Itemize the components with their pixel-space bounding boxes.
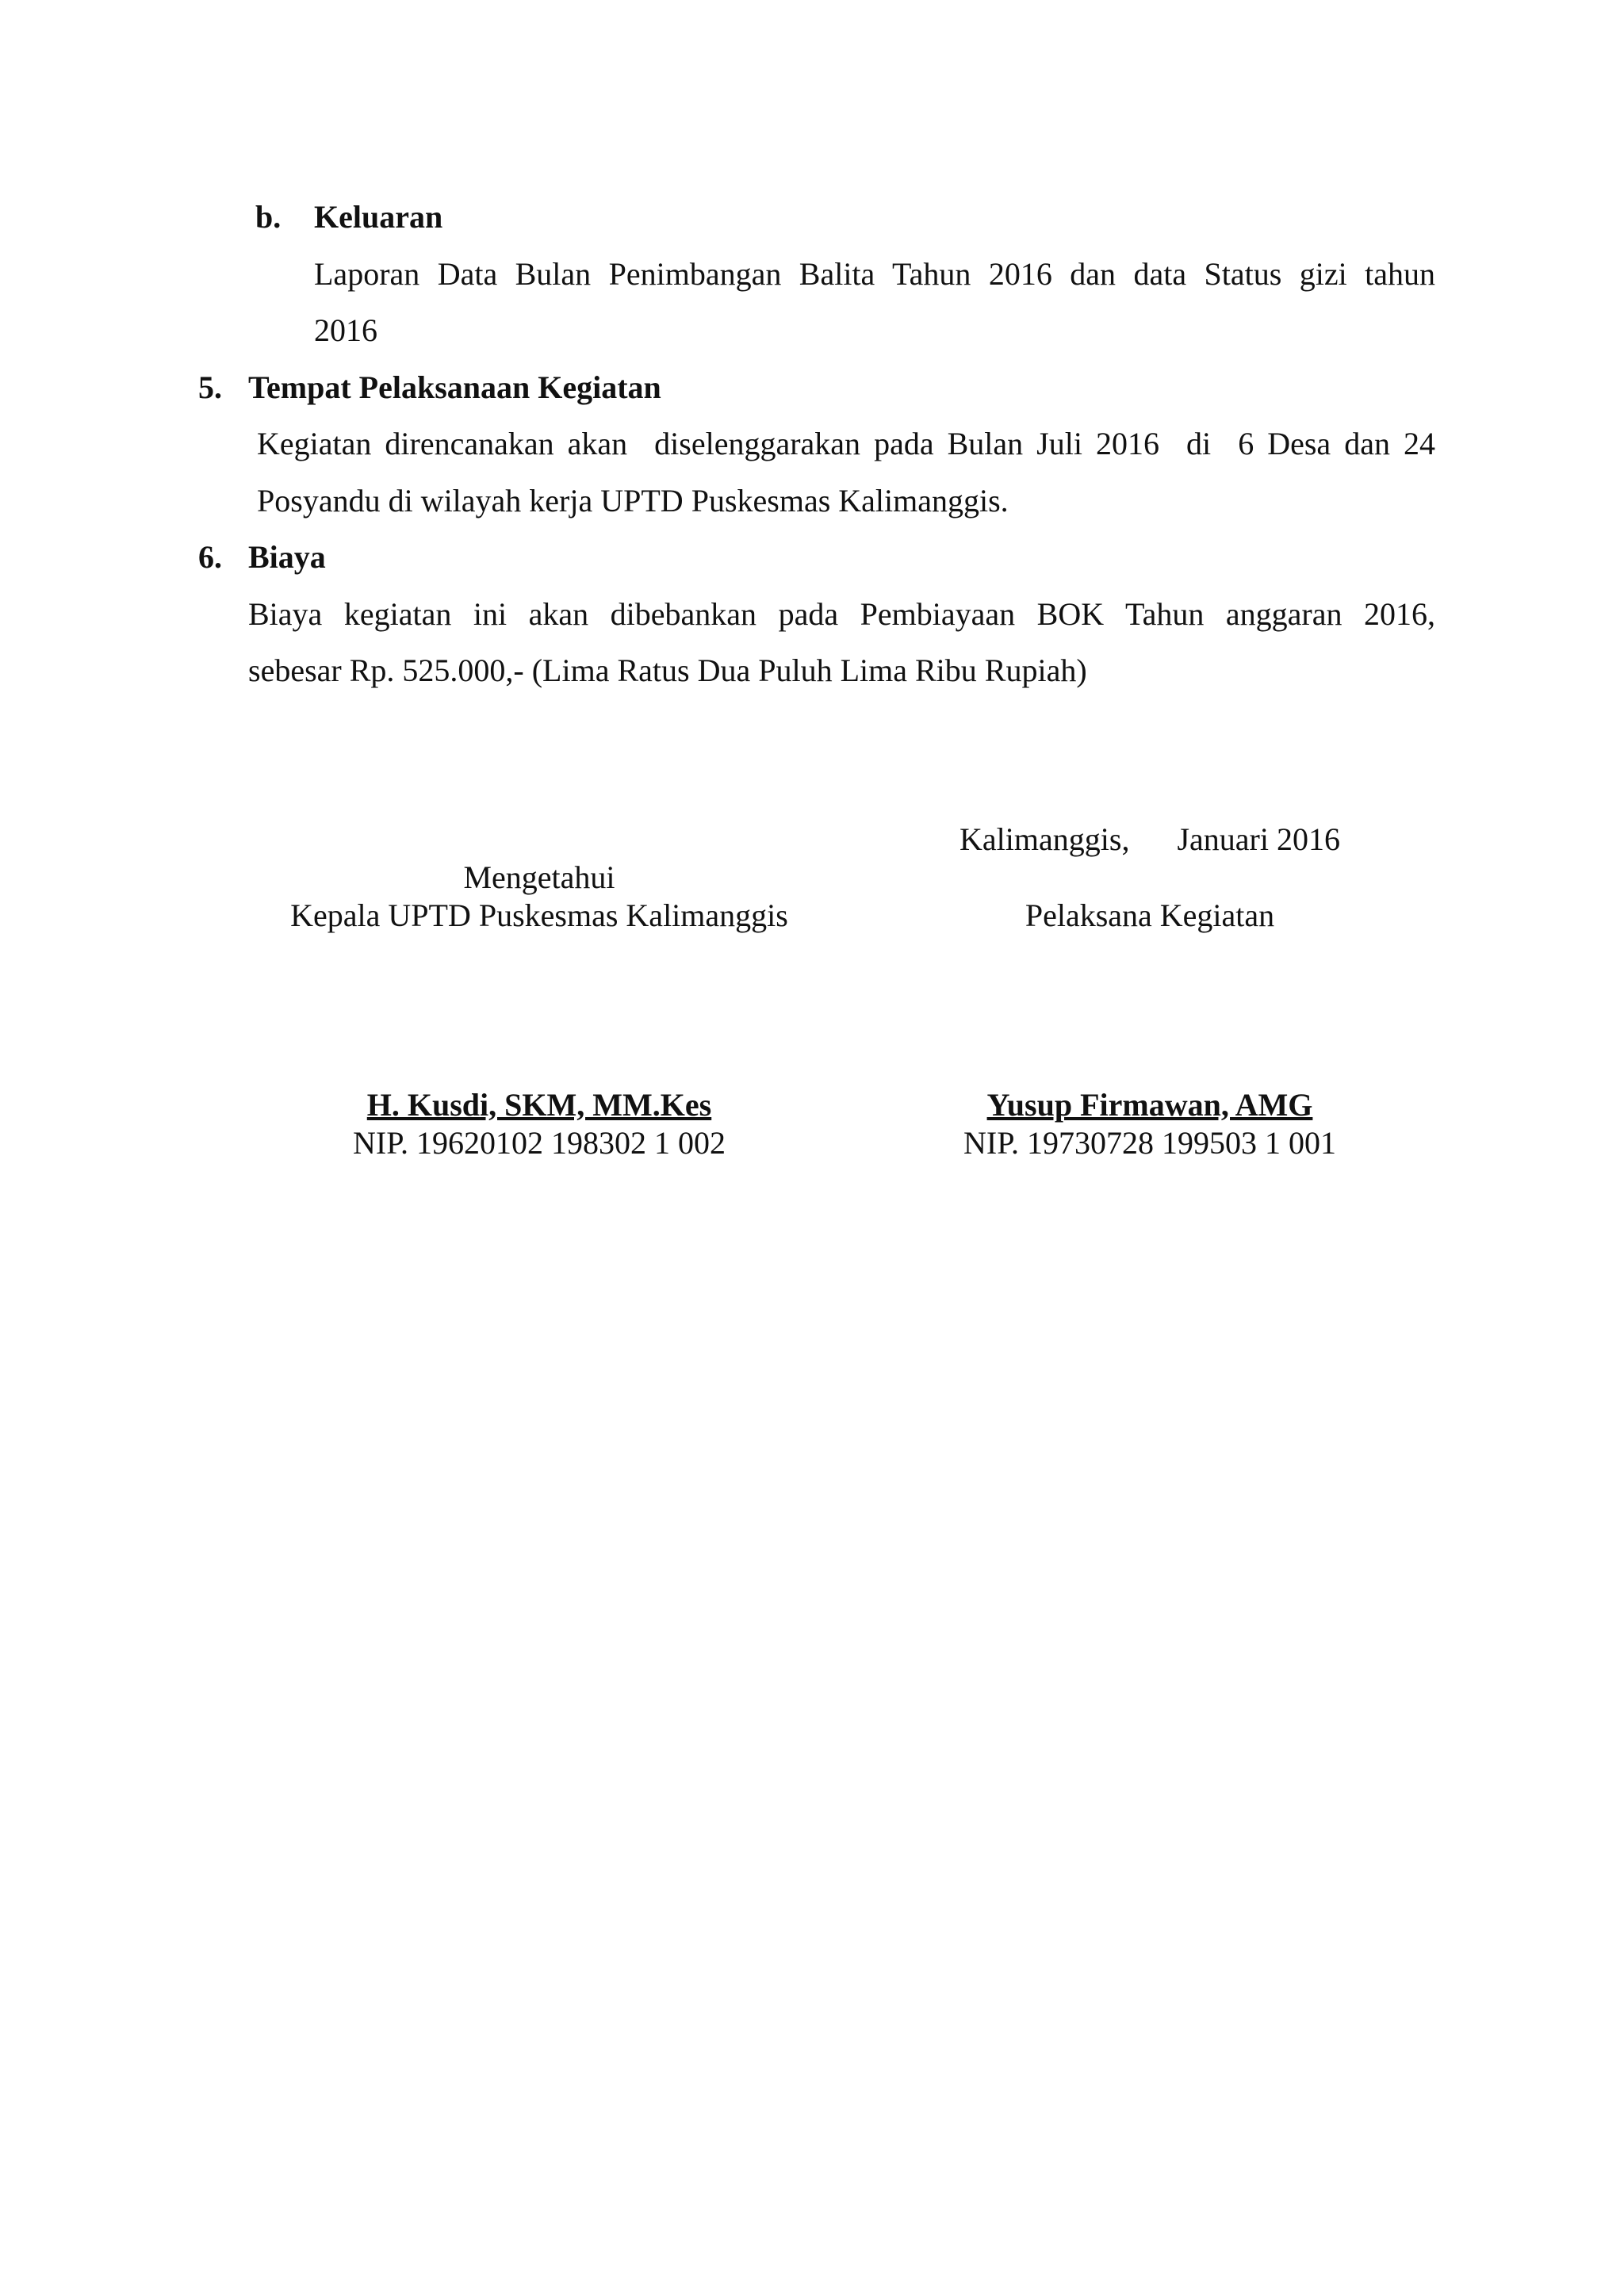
section-6-marker: 6.	[198, 539, 222, 575]
section-5-marker: 5.	[198, 369, 222, 405]
right-caption: Pelaksana Kegiatan	[1025, 897, 1275, 933]
section-b-line-2: 2016	[314, 312, 377, 348]
section-5-heading: Tempat Pelaksanaan Kegiatan	[248, 369, 661, 405]
left-caption-1: Mengetahui	[463, 859, 615, 895]
section-5-line-1: Kegiatan direncanakan akan diselenggarakan pada Bulan Juli 2016 di 6 Desa dan 24	[257, 426, 1435, 461]
section-6-heading: Biaya	[248, 539, 326, 575]
section-b-marker: b.	[255, 199, 282, 235]
left-signatory-name: H. Kusdi, SKM, MM.Kes	[366, 1087, 712, 1123]
left-signatory-nip: NIP. 19620102 198302 1 002	[352, 1125, 726, 1161]
place-date: Kalimanggis, Januari 2016	[959, 821, 1340, 857]
section-6-line-2: sebesar Rp. 525.000,- (Lima Ratus Dua Puluh Lima Ribu Rupiah)	[248, 652, 1087, 688]
section-b-line-1: Laporan Data Bulan Penimbangan Balita Tahun 2016 dan data Status gizi tahun	[314, 256, 1435, 292]
right-signatory-name: Yusup Firmawan, AMG	[986, 1087, 1313, 1123]
section-6-line-1: Biaya kegiatan ini akan dibebankan pada Pembiayaan BOK Tahun anggaran 2016,	[248, 596, 1435, 632]
section-5-line-2: Posyandu di wilayah kerja UPTD Puskesmas Kalimanggis.	[257, 483, 1009, 519]
left-caption-2: Kepala UPTD Puskesmas Kalimanggis	[290, 897, 788, 933]
section-b-heading: Keluaran	[314, 199, 443, 235]
right-signatory-nip: NIP. 19730728 199503 1 001	[963, 1125, 1337, 1161]
